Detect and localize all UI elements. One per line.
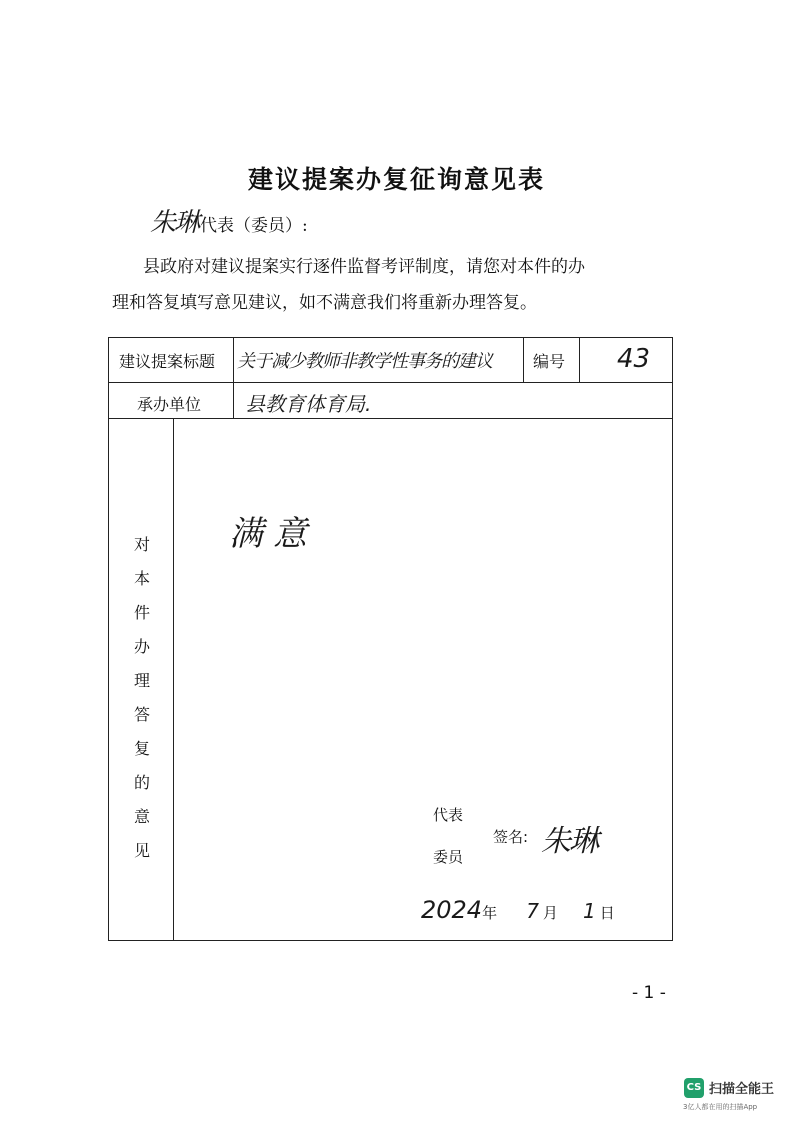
rep-label: 代表 bbox=[433, 806, 464, 824]
unit-value: 县教育体育局. bbox=[245, 392, 372, 416]
camscanner-logo-icon: CS bbox=[684, 1078, 704, 1098]
app-tagline: 3亿人都在用的扫描App bbox=[683, 1103, 758, 1111]
intro-line-1: 县政府对建议提案实行逐件监督考评制度，请您对本件的办 bbox=[143, 257, 585, 277]
number-value: 43 bbox=[617, 344, 651, 374]
date-day: 1 bbox=[583, 899, 596, 923]
title-label: 建议提案标题 bbox=[119, 352, 216, 371]
number-label: 编号 bbox=[533, 352, 566, 371]
title-value: 关于减少教师非教学性事务的建议 bbox=[237, 351, 492, 372]
date: 2024年 7 月 1 日 bbox=[421, 896, 615, 924]
salutation bbox=[150, 208, 308, 241]
member-label: 委员 bbox=[433, 848, 464, 866]
page-title: 建议提案办复征询意见表 bbox=[247, 165, 545, 194]
app-name: 扫描全能王 bbox=[709, 1082, 775, 1097]
opinion-label: 对 本 件 办 理 答 复 的 意 见 bbox=[133, 535, 150, 860]
intro-line-2: 理和答复填写意见建议，如不满意我们将重新办理答复。 bbox=[112, 293, 537, 313]
date-year: 2024 bbox=[421, 896, 483, 924]
opinion-value: 满意 bbox=[229, 514, 317, 554]
salutation-suffix: 代表（委员）: bbox=[200, 216, 308, 236]
unit-label: 承办单位 bbox=[137, 395, 202, 414]
opinion-form-table bbox=[108, 337, 673, 941]
salutation-name: 朱琳 bbox=[150, 208, 199, 238]
signature: 朱琳 bbox=[541, 824, 597, 859]
page-number: - 1 - bbox=[632, 983, 666, 1003]
date-month: 7 bbox=[526, 899, 539, 923]
sign-label: 签名: bbox=[493, 828, 529, 846]
